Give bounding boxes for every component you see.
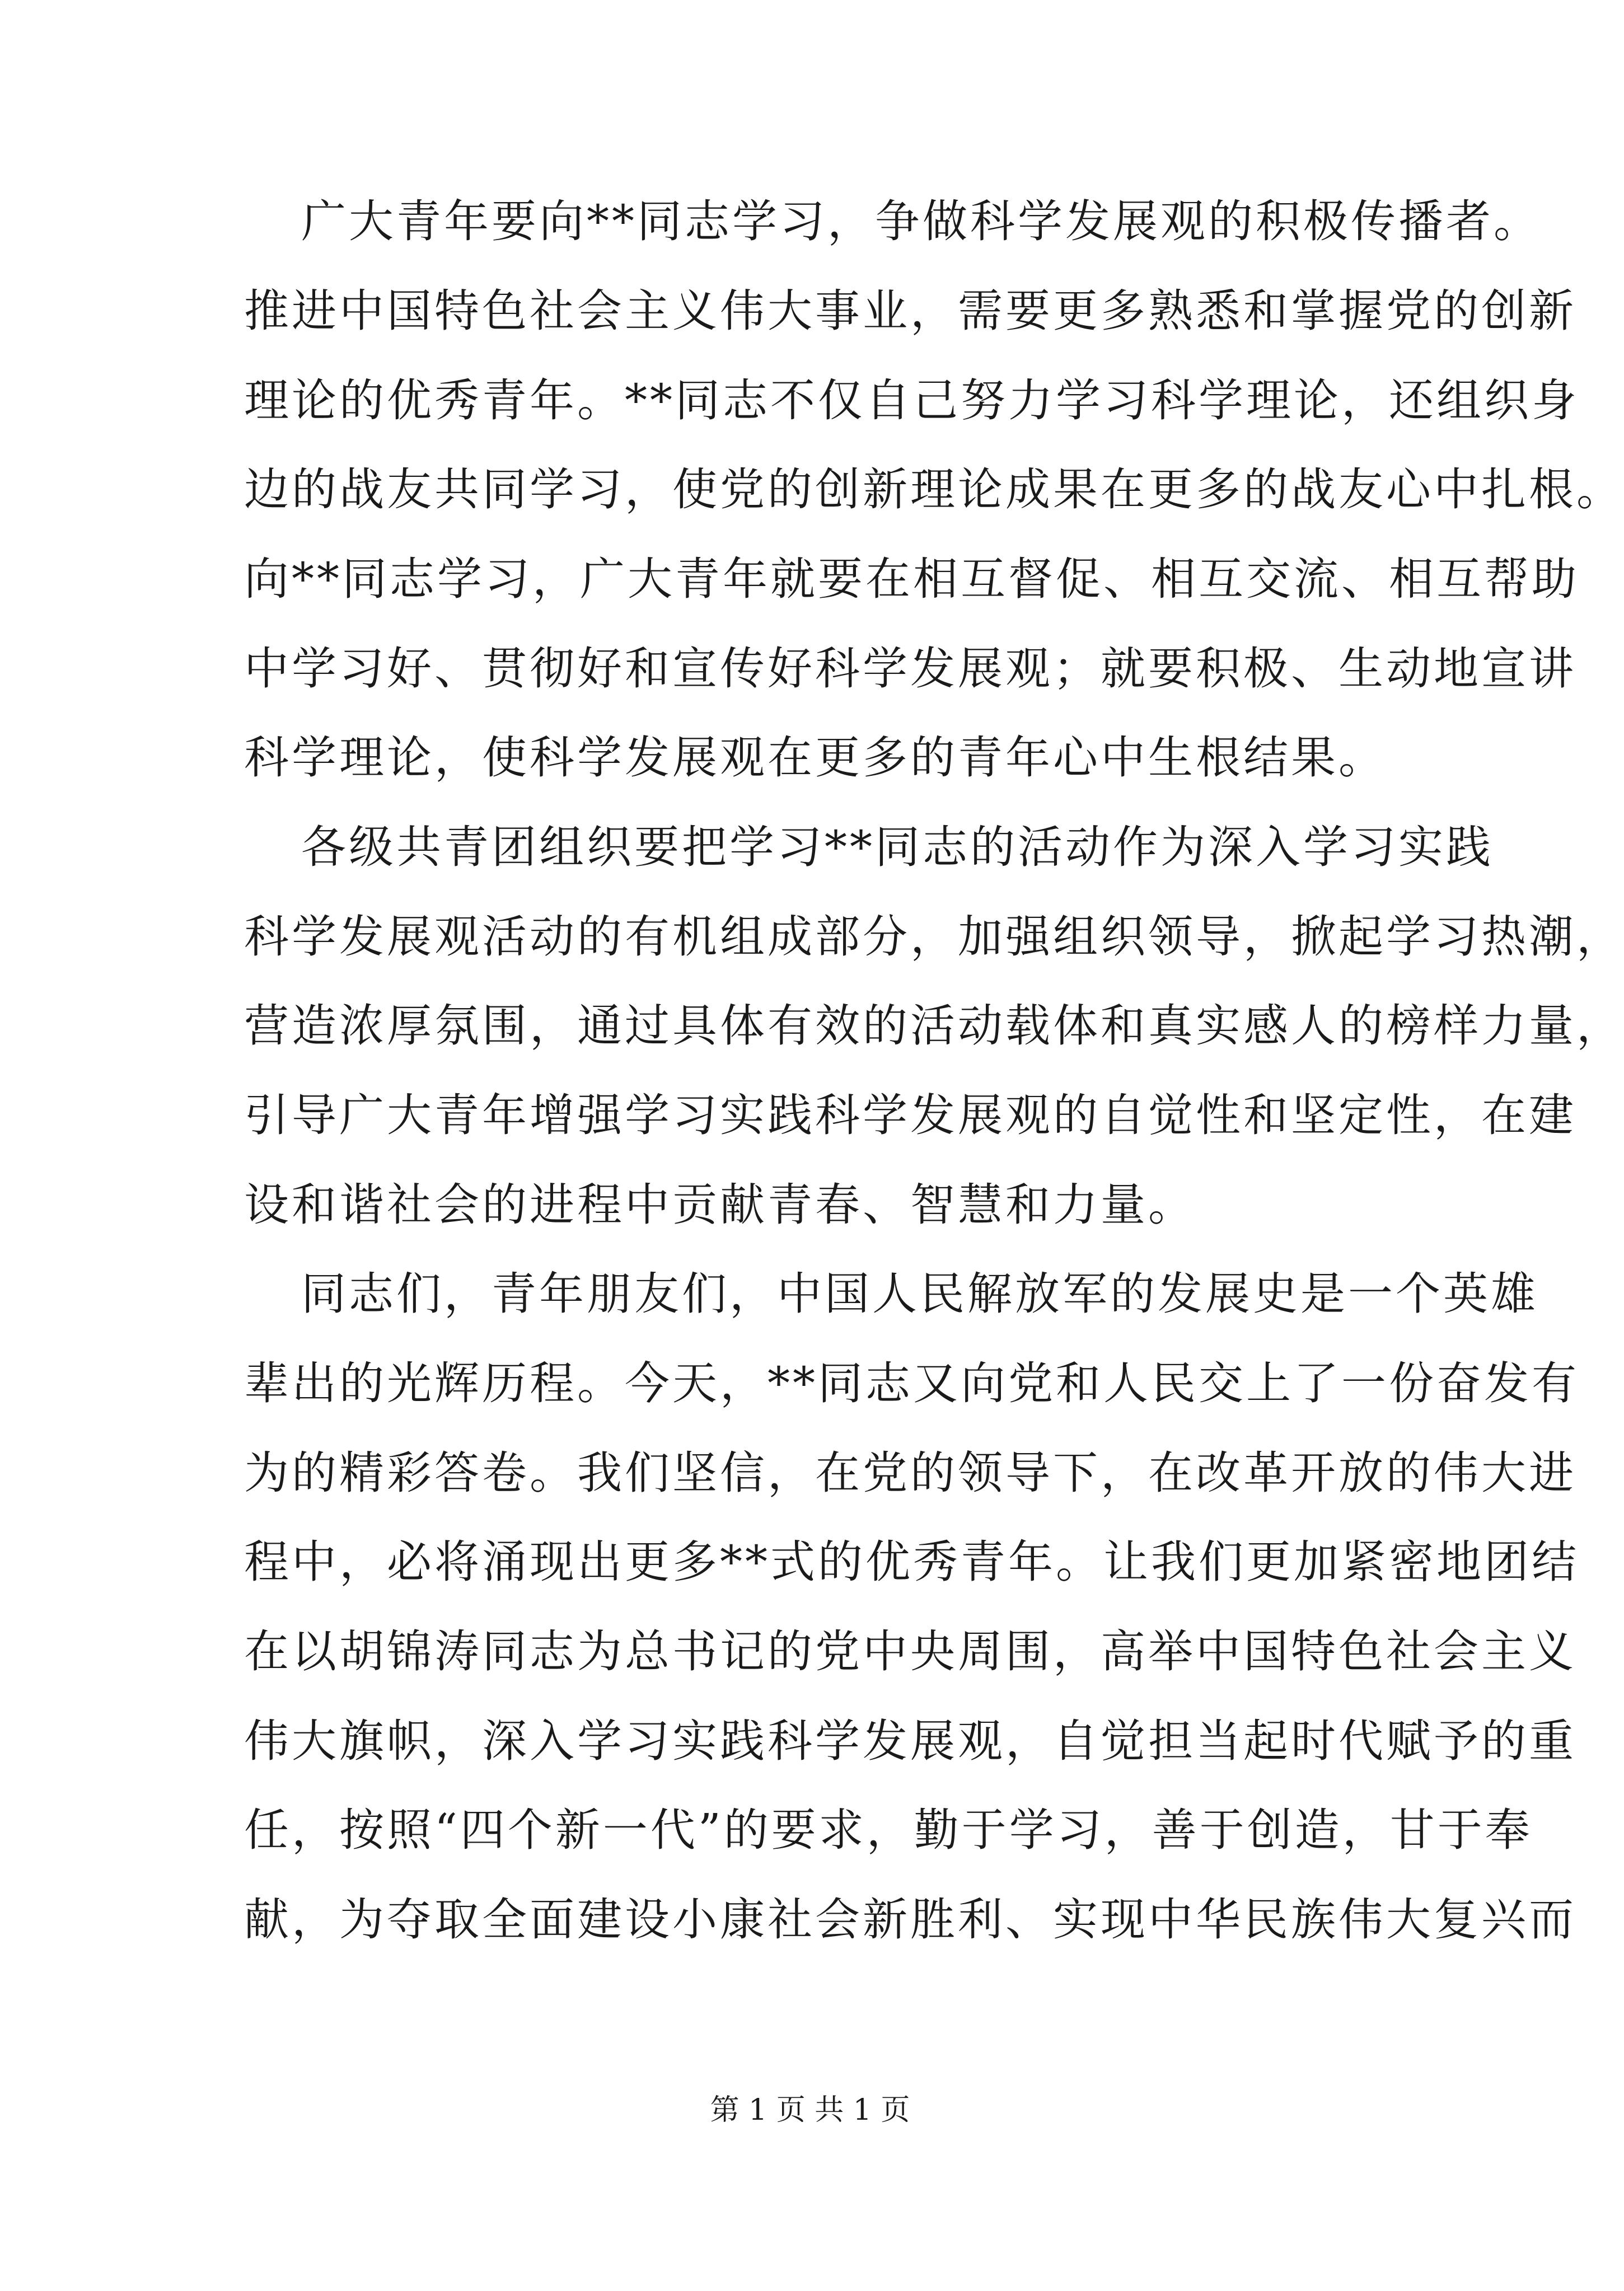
paragraph-3-line-6: 伟大旗帜，深入学习实践科学发展观，自觉担当起时代赋予的重 xyxy=(244,1715,1576,1767)
paragraph-1-line-3: 理论的优秀青年。**同志不仅自己努力学习科学理论，还组织身 xyxy=(244,374,1579,427)
paragraph-1-line-1: 广大青年要向**同志学习，争做科学发展观的积极传播者。 xyxy=(301,195,1541,247)
paragraph-3-line-2: 辈出的光辉历程。今天，**同志又向党和人民交上了一份奋发有 xyxy=(244,1357,1579,1409)
paragraph-3-line-8: 献，为夺取全面建设小康社会新胜利、实现中华民族伟大复兴而 xyxy=(244,1894,1576,1946)
paragraph-2-line-5: 设和谐社会的进程中贡献青春、智慧和力量。 xyxy=(244,1179,1196,1231)
paragraph-2-line-1: 各级共青团组织要把学习**同志的活动作为深入学习实践 xyxy=(301,821,1494,873)
paragraph-3-line-1: 同志们，青年朋友们，中国人民解放军的发展史是一个英雄 xyxy=(301,1268,1538,1320)
paragraph-2-line-4: 引导广大青年增强学习实践科学发展观的自觉性和坚定性，在建 xyxy=(244,1089,1576,1141)
paragraph-1-line-4: 边的战友共同学习，使党的创新理论成果在更多的战友心中扎根。 xyxy=(244,463,1624,516)
paragraph-3-line-5: 在以胡锦涛同志为总书记的党中央周围，高举中国特色社会主义 xyxy=(244,1625,1576,1678)
paragraph-2-line-3: 营造浓厚氛围，通过具体有效的活动载体和真实感人的榜样力量， xyxy=(244,1000,1624,1052)
paragraph-3-line-3: 为的精彩答卷。我们坚信，在党的领导下，在改革开放的伟大进 xyxy=(244,1447,1576,1499)
paragraph-1-line-5: 向**同志学习，广大青年就要在相互督促、相互交流、相互帮助 xyxy=(244,553,1579,605)
paragraph-2-line-2: 科学发展观活动的有机组成部分，加强组织领导，掀起学习热潮， xyxy=(244,911,1624,963)
paragraph-1-line-7: 科学理论，使科学发展观在更多的青年心中生根结果。 xyxy=(244,732,1386,784)
page-footer: 第 1 页 共 1 页 xyxy=(710,2093,910,2127)
paragraph-1-line-6: 中学习好、贯彻好和宣传好科学发展观；就要积极、生动地宣讲 xyxy=(244,643,1576,695)
paragraph-3-line-4: 程中，必将涌现出更多**式的优秀青年。让我们更加紧密地团结 xyxy=(244,1536,1579,1588)
paragraph-1-line-2: 推进中国特色社会主义伟大事业，需要更多熟悉和掌握党的创新 xyxy=(244,285,1576,337)
paragraph-3-line-7: 任，按照“四个新一代”的要求，勤于学习，善于创造，甘于奉 xyxy=(244,1804,1533,1856)
